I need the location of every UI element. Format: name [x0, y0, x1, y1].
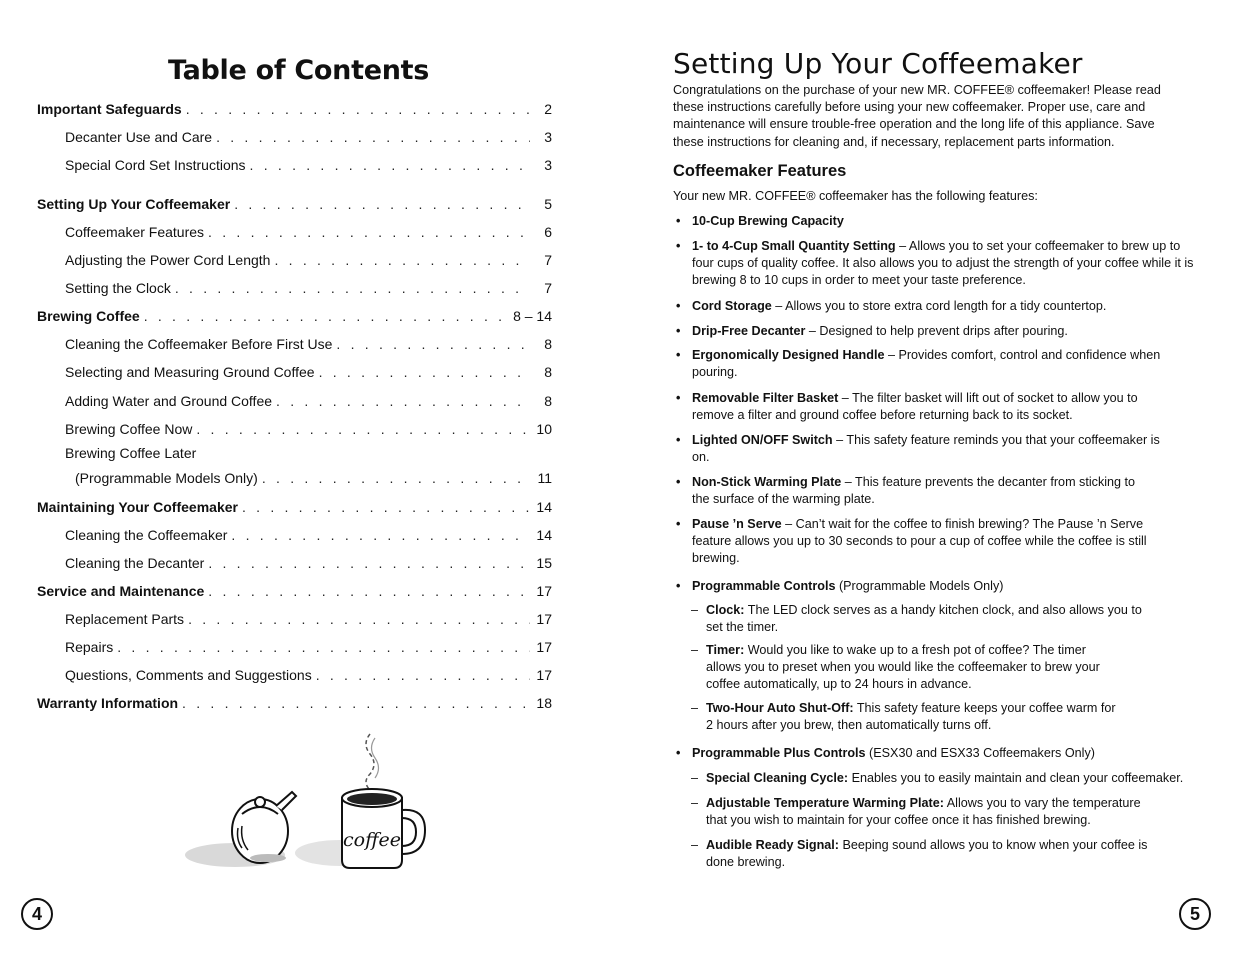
feature-description: The LED clock serves as a handy kitchen clock, and also allows you to set the timer. — [706, 603, 1142, 635]
toc-entry-page: 3 — [544, 129, 552, 145]
feature-description: (ESX30 and ESX33 Coffeemakers Only) — [865, 746, 1095, 760]
toc-leader-dots — [262, 469, 530, 487]
bullet-icon: • — [676, 391, 681, 405]
bullet-icon: • — [676, 579, 681, 593]
toc-entry[interactable] — [65, 634, 552, 656]
toc-entry-page: 17 — [536, 667, 552, 683]
toc-entry-page: 8 — [544, 393, 552, 409]
toc-leader-dots — [175, 279, 530, 297]
toc-entry-label: Selecting and Measuring Ground Coffee — [65, 364, 315, 380]
feature-name: Clock: — [706, 603, 745, 617]
bullet-icon: • — [676, 214, 681, 228]
page-title: Setting Up Your Coffeemaker — [673, 47, 1083, 80]
feature-description: – This feature prevents the decanter from sticking to the surface of the warming plate. — [692, 475, 1136, 507]
coffee-illustration — [180, 728, 440, 878]
feature-description: This safety feature keeps your coffee warm for 2 hours after you brew, then automatically turns off. — [706, 701, 1116, 733]
feature-name: Non-Stick Warming Plate — [692, 475, 842, 489]
page-number-left: 4 — [21, 898, 53, 930]
toc-entry-label: Brewing Coffee — [37, 308, 140, 324]
toc-entry[interactable] — [37, 494, 552, 516]
toc-leader-dots — [117, 638, 530, 656]
dash-icon: – — [691, 796, 699, 810]
toc-entry[interactable] — [65, 331, 552, 353]
feature-name: 1- to 4-Cup Small Quantity Setting — [692, 239, 896, 253]
toc-entry-label: Warranty Information — [37, 695, 179, 711]
toc-entry-label: Questions, Comments and Suggestions — [65, 667, 312, 683]
feature-name: Drip-Free Decanter — [692, 324, 806, 338]
toc-leader-dots — [196, 420, 530, 438]
feature-description: Enables you to easily maintain and clean your coffeemaker. — [848, 771, 1184, 785]
toc-entry-label: Replacement Parts — [65, 611, 185, 627]
features-intro: Your new MR. COFFEE® coffeemaker has the following features: — [673, 189, 1038, 203]
dash-icon: – — [691, 771, 699, 785]
bullet-icon: • — [676, 475, 681, 489]
toc-leader-dots — [144, 307, 509, 325]
bullet-icon: • — [676, 517, 681, 531]
features-heading: Coffeemaker Features — [673, 162, 847, 180]
bullet-icon: • — [676, 433, 681, 447]
toc-entry-page: 15 — [536, 555, 552, 571]
toc-entry[interactable] — [65, 416, 552, 438]
toc-entry-label: Setting the Clock — [65, 280, 171, 296]
toc-entry-label: (Programmable Models Only) — [75, 470, 258, 486]
feature-name: Pause ’n Serve — [692, 517, 782, 531]
feature-description: – Allows you to set your coffeemaker to brew up to four cups of quality coffee. It also allows you to adjust the strength of your coffee while it is brewing 8 to 10 cups in order to meet your taste preference. — [692, 239, 1194, 288]
right-page — [617, 0, 1235, 954]
feature-description: Allows you to vary the temperature that you wish to maintain for your coffee once it has finished brewing. — [706, 796, 1141, 828]
toc-entry-label: Brewing Coffee Now — [65, 421, 193, 437]
toc-entry-page: 8 — [544, 336, 552, 352]
feature-name: Cord Storage — [692, 299, 772, 313]
toc-entry[interactable] — [37, 96, 552, 118]
left-page — [0, 0, 617, 954]
toc-entry[interactable] — [65, 247, 552, 269]
toc-entry-page: 10 — [536, 421, 552, 437]
bullet-icon: • — [676, 299, 681, 313]
feature-description: – This safety feature reminds you that your coffeemaker is on. — [692, 433, 1160, 465]
toc-title: Table of Contents — [167, 55, 430, 86]
toc-entry-label: Setting Up Your Coffeemaker — [37, 196, 231, 212]
toc-entry-page: 7 — [544, 280, 552, 296]
toc-entry-page: 7 — [544, 252, 552, 268]
toc-entry-page: 17 — [536, 611, 552, 627]
toc-leader-dots — [242, 498, 530, 516]
toc-entry[interactable] — [65, 219, 552, 241]
toc-leader-dots — [234, 195, 530, 213]
toc-entry-page: 8 – 14 — [513, 308, 552, 324]
toc-entry-page: 11 — [537, 470, 552, 486]
feature-name: Special Cleaning Cycle: — [706, 771, 849, 785]
toc-entry[interactable] — [65, 124, 552, 146]
toc-entry-label: Cleaning the Coffeemaker — [65, 527, 228, 543]
feature-description: Would you like to wake up to a fresh pot of coffee? The timer allows you to preset when you would like the coffeemaker to brew your coffee automatically, up to 24 hours in advance. — [706, 643, 1100, 692]
toc-entry-label: Special Cord Set Instructions — [65, 157, 246, 173]
toc-entry-label: Cleaning the Decanter — [65, 555, 205, 571]
toc-entry[interactable] — [37, 690, 552, 712]
toc-leader-dots — [208, 554, 530, 572]
toc-entry[interactable] — [65, 388, 552, 410]
feature-description: – Provides comfort, control and confidence when pouring. — [692, 348, 1161, 380]
toc-entry-label: Service and Maintenance — [37, 583, 205, 599]
toc-entry-label: Adjusting the Power Cord Length — [65, 252, 271, 268]
feature-description: – Can’t wait for the coffee to finish brewing? The Pause ’n Serve feature allows you up to 30 seconds to pour a cup of coffee while the coffee is still brewing. — [692, 517, 1147, 566]
toc-entry[interactable] — [65, 359, 552, 381]
feature-description: Beeping sound allows you to know when your coffee is done brewing. — [706, 838, 1148, 870]
toc-entry-page: 17 — [536, 583, 552, 599]
toc-entry-page: 14 — [536, 499, 552, 515]
feature-name: Lighted ON/OFF Switch — [692, 433, 833, 447]
toc-entry-label: Cleaning the Coffeemaker Before First Use — [65, 336, 333, 352]
toc-entry[interactable] — [37, 578, 552, 600]
dash-icon: – — [691, 603, 699, 617]
toc-leader-dots — [250, 156, 530, 174]
toc-entry-page: 14 — [536, 527, 552, 543]
feature-description: – The filter basket will lift out of socket to allow you to remove a filter and ground coffee before returning back to its socket. — [692, 391, 1138, 423]
toc-entry-page: 8 — [544, 364, 552, 380]
feature-description: – Designed to help prevent drips after pouring. — [805, 324, 1068, 338]
sugar-bowl-icon — [232, 792, 296, 863]
toc-leader-dots — [182, 694, 530, 712]
page-number-right: 5 — [1179, 898, 1211, 930]
toc-entry-label: Decanter Use and Care — [65, 129, 213, 145]
feature-name: Removable Filter Basket — [692, 391, 839, 405]
toc-entry[interactable] — [65, 550, 552, 572]
toc-leader-dots — [319, 363, 530, 381]
toc-entry-page: 5 — [544, 196, 552, 212]
coffee-mug-icon — [342, 789, 425, 868]
feature-name: Audible Ready Signal: — [706, 838, 839, 852]
feature-name: Programmable Plus Controls — [692, 746, 866, 760]
toc-leader-dots — [231, 526, 530, 544]
feature-name: Ergonomically Designed Handle — [692, 348, 885, 362]
toc-entry[interactable] — [37, 303, 552, 325]
toc-leader-dots — [216, 128, 530, 146]
toc-leader-dots — [208, 582, 530, 600]
dash-icon: – — [691, 643, 699, 657]
feature-description: – Allows you to store extra cord length for a tidy countertop. — [771, 299, 1107, 313]
toc-entry-label: Important Safeguards — [37, 101, 182, 117]
toc-entry[interactable] — [65, 522, 552, 544]
toc-entry-label: Adding Water and Ground Coffee — [65, 393, 273, 409]
toc-leader-dots — [186, 100, 530, 118]
toc-entry-page: 18 — [536, 695, 552, 711]
toc-entry[interactable] — [65, 662, 552, 684]
toc-entry-prefix: Brewing Coffee Later — [65, 445, 197, 461]
bullet-icon: • — [676, 239, 681, 253]
toc-entry-page: 6 — [544, 224, 552, 240]
feature-name: Programmable Controls — [692, 579, 836, 593]
toc-entry-label: Repairs — [65, 639, 114, 655]
bullet-icon: • — [676, 746, 681, 760]
bullet-icon: • — [676, 324, 681, 338]
toc-leader-dots — [208, 223, 530, 241]
toc-entry-page: 2 — [544, 101, 552, 117]
dash-icon: – — [691, 838, 699, 852]
feature-name: 10-Cup Brewing Capacity — [692, 214, 844, 228]
toc-entry[interactable] — [65, 606, 552, 628]
toc-entry-page: 17 — [536, 639, 552, 655]
toc-entry-page: 3 — [544, 157, 552, 173]
intro-paragraph: Congratulations on the purchase of your new MR. COFFEE® coffeemaker! Please read these instructions carefully before using your new coffeemaker. Proper use, care and maintenance will ensure trouble-free operation and the long life of this appliance. Save these instructions for cleaning and, if necessary, replacement parts information. — [673, 83, 1161, 149]
toc-entry-label: Maintaining Your Coffeemaker — [37, 499, 238, 515]
feature-name: Adjustable Temperature Warming Plate: — [706, 796, 944, 810]
toc-entry-label: Coffeemaker Features — [65, 224, 205, 240]
feature-name: Timer: — [706, 643, 745, 657]
toc-entry[interactable] — [65, 275, 552, 297]
mug-label: coffee — [342, 829, 402, 851]
dash-icon: – — [691, 701, 699, 715]
toc-entry[interactable] — [65, 152, 552, 174]
toc-leader-dots — [274, 251, 530, 269]
toc-entry[interactable] — [65, 465, 552, 487]
toc-leader-dots — [276, 392, 530, 410]
toc-leader-dots — [316, 666, 530, 684]
toc-entry[interactable] — [37, 191, 552, 213]
toc-leader-dots — [336, 335, 530, 353]
feature-name: Two-Hour Auto Shut-Off: — [706, 701, 854, 715]
bullet-icon: • — [676, 348, 681, 362]
toc-leader-dots — [188, 610, 530, 628]
feature-description: (Programmable Models Only) — [835, 579, 1004, 593]
